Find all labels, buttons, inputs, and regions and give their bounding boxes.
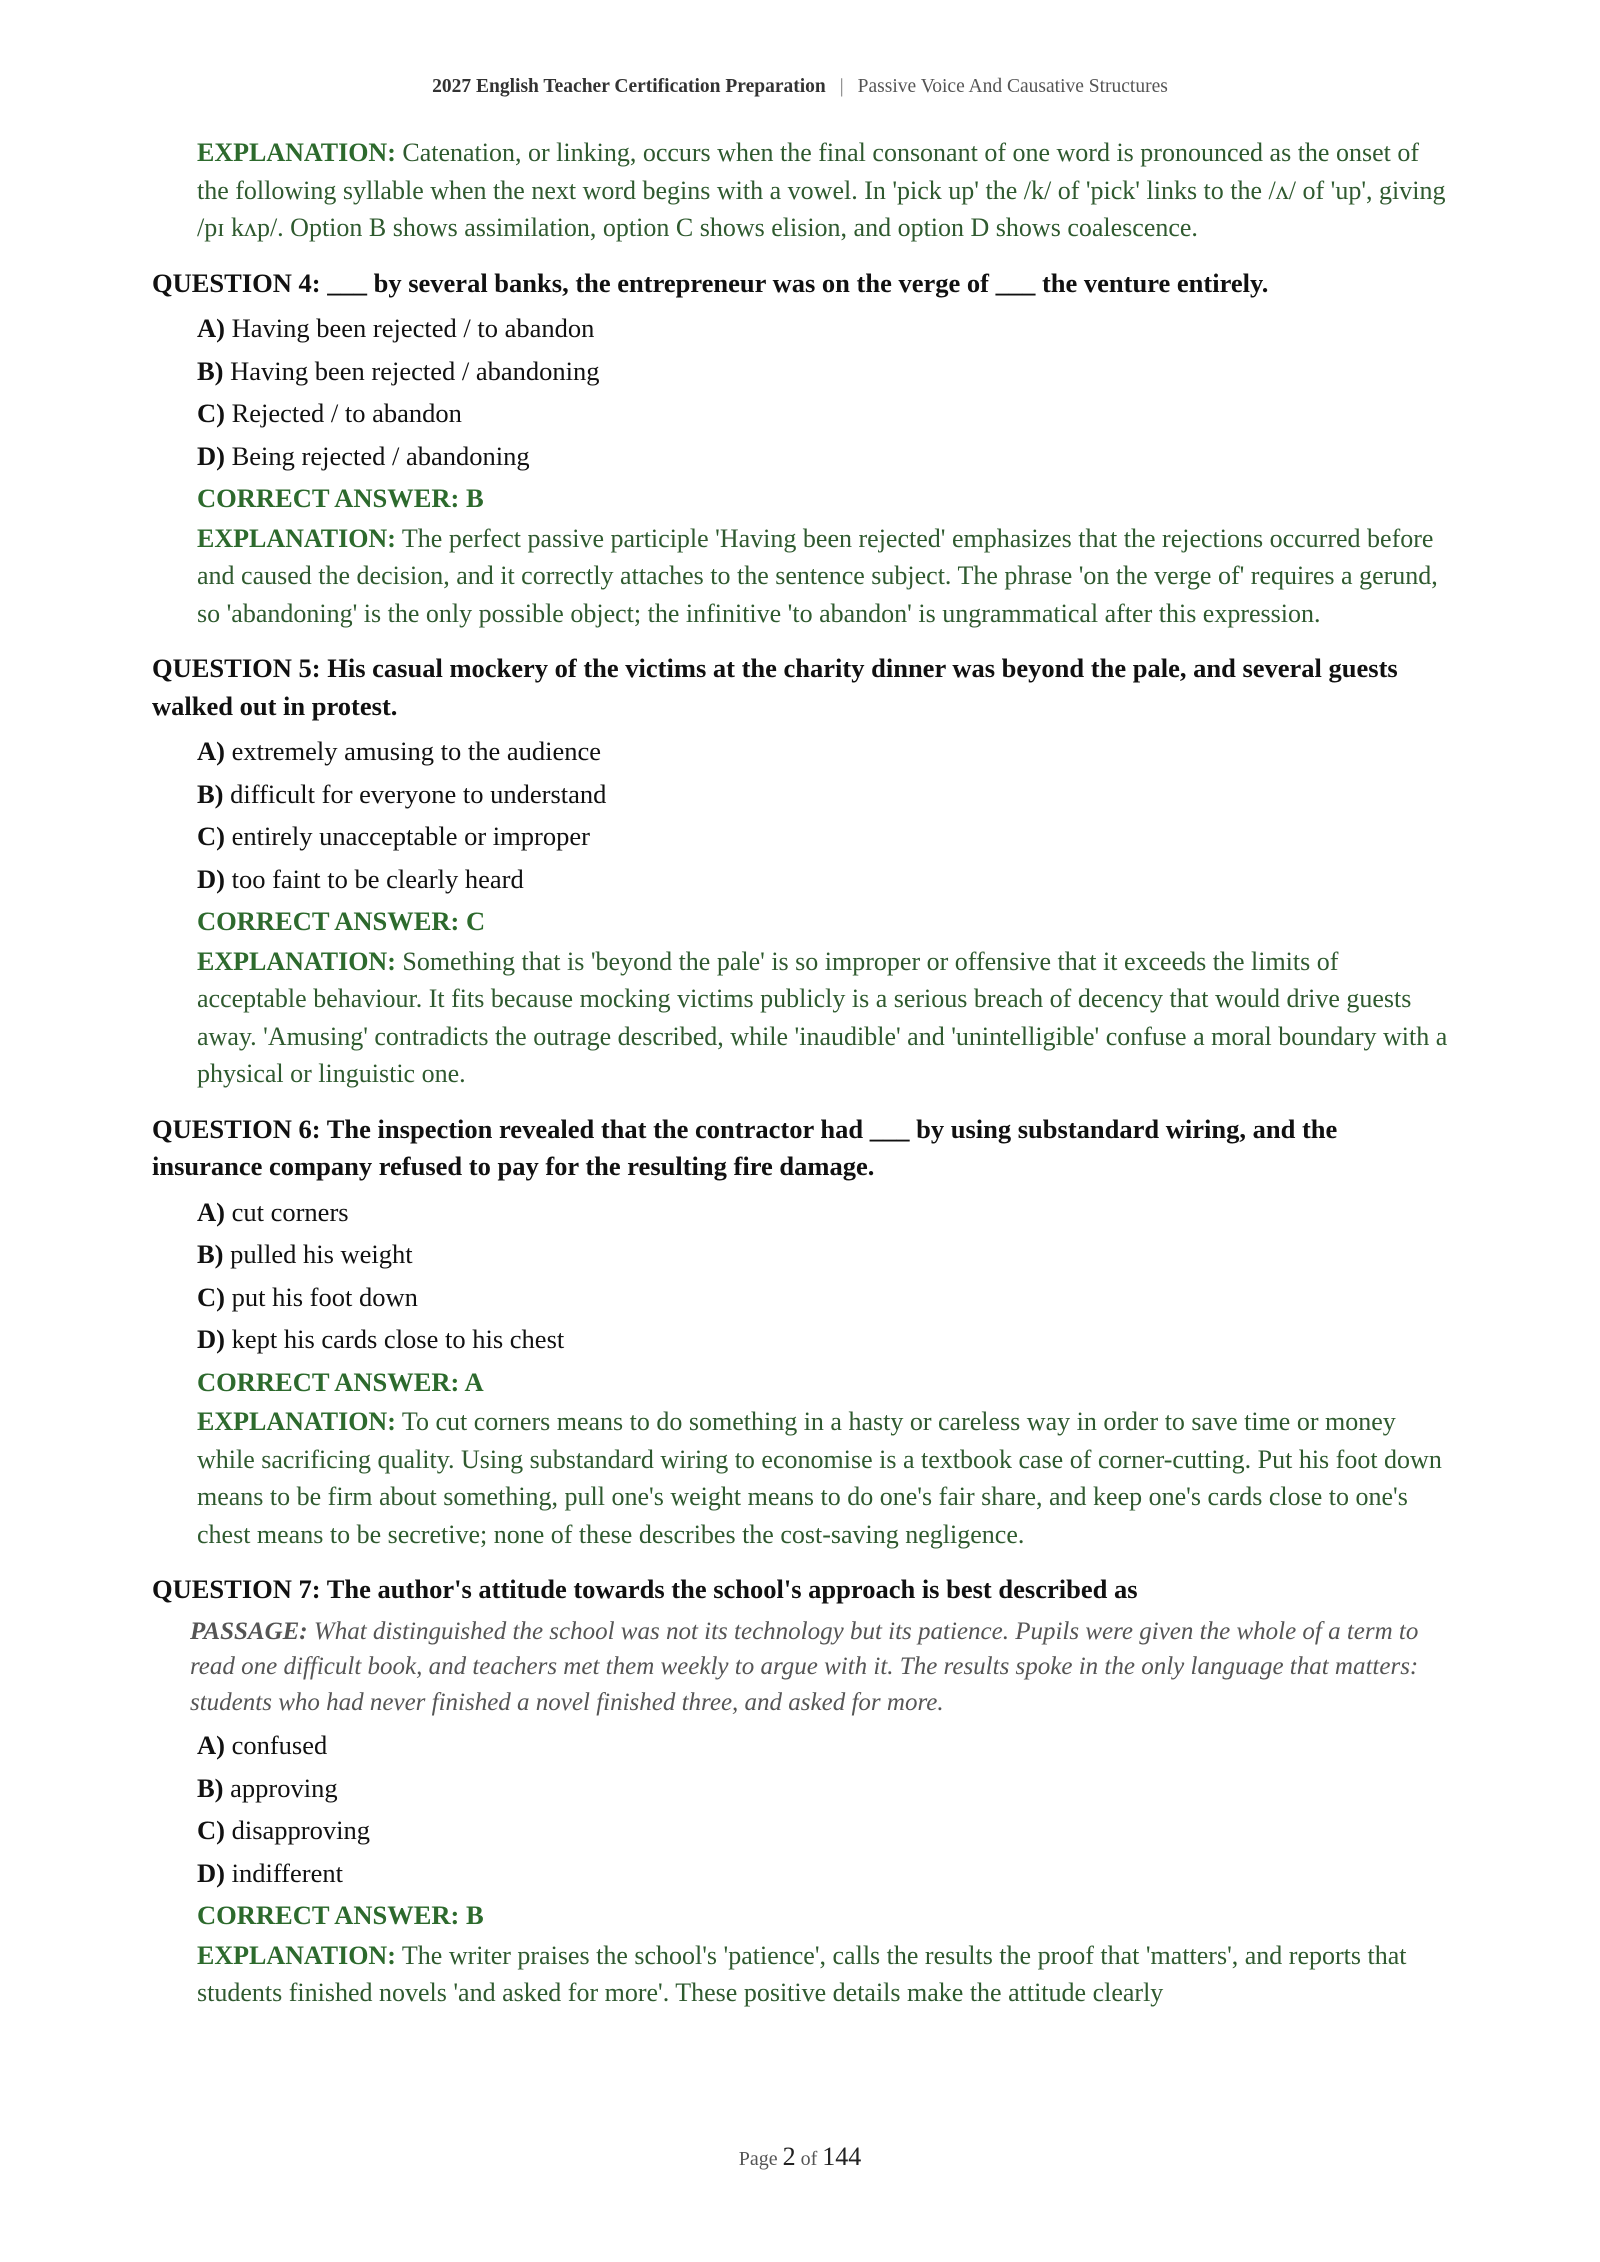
option-text: disapproving xyxy=(231,1815,370,1845)
of-word: of xyxy=(800,2148,818,2170)
q4-explanation xyxy=(197,520,1452,633)
q7-option-c xyxy=(197,1809,1452,1852)
option-letter: A) xyxy=(197,1196,225,1227)
option-letter: D) xyxy=(197,1324,225,1354)
option-letter: D) xyxy=(197,440,225,471)
q7-correct-answer: CORRECT ANSWER: B xyxy=(197,1900,484,1930)
explanation-label: EXPLANATION: xyxy=(197,946,396,976)
option-text: indifferent xyxy=(231,1857,343,1888)
q6-option-a xyxy=(197,1191,1452,1234)
question-7: QUESTION 7: The author's attitude towards the school's approach is best described as xyxy=(152,1574,1138,1604)
page-word: Page xyxy=(738,2148,778,2170)
option-text: Having been rejected / abandoning xyxy=(230,355,600,386)
q7-option-d xyxy=(197,1852,1452,1895)
explanation-label: EXPLANATION: xyxy=(197,138,396,167)
explanation-label: EXPLANATION: xyxy=(197,1407,396,1436)
option-letter: B) xyxy=(197,355,224,386)
q5-option-b xyxy=(197,773,1452,816)
q3-explanation xyxy=(197,134,1452,247)
total-pages: 144 xyxy=(822,2142,862,2171)
explanation-text: To cut corners means to do something in a hasty or careless way in order to save time or money while sacrificing quality. Using substandard wiring to economise is a textbook case of corner-cutting. Put his foot down means to be firm about something, pull one's weight means to do one's fair share, and keep one's cards close to one's chest means to be secretive; none of these describes the cost-saving negligence. xyxy=(197,1407,1442,1549)
q4-option-d xyxy=(197,435,1452,478)
question-5: QUESTION 5: His casual mockery of the victims at the charity dinner was beyond the pale, and several guests walked out in protest. xyxy=(152,653,1398,721)
page-content xyxy=(152,134,1452,2012)
option-letter: D) xyxy=(197,1857,225,1888)
q7-option-b xyxy=(197,1767,1452,1810)
explanation-text: The writer praises the school's 'patience', calls the results the proof that 'matters', and reports that students finished novels 'and asked for more'. These positive details make the attitude clearly xyxy=(197,1940,1407,2007)
option-letter: A) xyxy=(197,736,225,766)
header-separator: | xyxy=(839,76,844,97)
passage-text: What distinguished the school was not its technology but its patience. Pupils were given the whole of a term to read one difficult book, and teachers met them weekly to argue with it. The results spoke in the only language that matters: students who had never finished a novel finished three, and asked for more. xyxy=(190,1617,1419,1716)
explanation-label: EXPLANATION: xyxy=(197,523,396,553)
option-text: Rejected / to abandon xyxy=(231,398,462,428)
option-letter: B) xyxy=(197,778,224,809)
explanation-text: Something that is 'beyond the pale' is so improper or offensive that it exceeds the limits of acceptable behaviour. It fits because mocking victims publicly is a serious breach of decency that would drive guests away. 'Amusing' contradicts the outrage described, while 'inaudible' and 'unintelligible' confuse a moral boundary with a physical or linguistic one. xyxy=(197,946,1448,1088)
option-text: pulled his weight xyxy=(230,1239,413,1269)
option-letter: C) xyxy=(197,398,225,428)
option-letter: D) xyxy=(197,863,225,894)
q4-option-a xyxy=(197,307,1452,350)
option-text: cut corners xyxy=(231,1196,349,1227)
header-section: Passive Voice And Causative Structures xyxy=(857,76,1168,97)
q4-correct-answer: CORRECT ANSWER: B xyxy=(197,483,484,513)
q7-explanation xyxy=(197,1937,1452,2012)
q6-explanation xyxy=(197,1403,1452,1553)
running-header xyxy=(0,76,1600,98)
question-4: QUESTION 4: ___ by several banks, the entrepreneur was on the verge of ___ the venture entirely. xyxy=(152,267,1269,298)
q4-option-b xyxy=(197,350,1452,393)
option-letter: C) xyxy=(197,821,225,851)
option-text: confused xyxy=(231,1730,328,1760)
option-letter: B) xyxy=(197,1772,224,1803)
q6-option-d xyxy=(197,1318,1452,1361)
explanation-text: The perfect passive participle 'Having been rejected' emphasizes that the rejections occurred before and caused the decision, and it correctly attaches to the sentence subject. The phrase 'on the verge of' requires a gerund, so 'abandoning' is the only possible object; the infinitive 'to abandon' is ungrammatical after this expression. xyxy=(197,523,1438,628)
option-text: approving xyxy=(230,1772,338,1803)
page-footer xyxy=(0,2142,1600,2172)
q5-option-d xyxy=(197,858,1452,901)
option-letter: A) xyxy=(197,313,225,343)
header-title: 2027 English Teacher Certification Preparation xyxy=(432,76,826,97)
option-letter: C) xyxy=(197,1815,225,1845)
q5-correct-answer: CORRECT ANSWER: C xyxy=(197,906,486,936)
page-number: 2 xyxy=(782,2142,796,2171)
q4-option-c xyxy=(197,392,1452,435)
q6-correct-answer: CORRECT ANSWER: A xyxy=(197,1366,484,1397)
q7-passage xyxy=(190,1614,1452,1721)
option-text: Having been rejected / to abandon xyxy=(231,313,595,343)
question-6: QUESTION 6: The inspection revealed that the contractor had ___ by using substandard wiring, and the insurance company refused to pay for the resulting fire damage. xyxy=(152,1113,1338,1181)
passage-label: PASSAGE: xyxy=(190,1617,308,1645)
q6-option-b xyxy=(197,1233,1452,1276)
q5-option-a xyxy=(197,730,1452,773)
option-text: too faint to be clearly heard xyxy=(231,863,524,894)
q5-explanation xyxy=(197,943,1452,1093)
q5-option-c xyxy=(197,815,1452,858)
option-text: difficult for everyone to understand xyxy=(230,778,607,809)
option-text: entirely unacceptable or improper xyxy=(231,821,590,851)
option-letter: B) xyxy=(197,1239,224,1269)
explanation-text: Catenation, or linking, occurs when the final consonant of one word is pronounced as the onset of the following syllable when the next word begins with a vowel. In 'pick up' the /k/ of 'pick' links to the /ʌ/ of 'up', giving /pɪ kʌp/. Option B shows assimilation, option C shows elision, and option D shows coalescence. xyxy=(197,138,1446,242)
option-text: extremely amusing to the audience xyxy=(231,736,601,766)
option-letter: C) xyxy=(197,1281,225,1312)
option-text: put his foot down xyxy=(231,1281,418,1312)
explanation-label: EXPLANATION: xyxy=(197,1940,396,1970)
option-text: Being rejected / abandoning xyxy=(231,440,530,471)
q6-option-c xyxy=(197,1276,1452,1319)
option-letter: A) xyxy=(197,1730,225,1760)
option-text: kept his cards close to his chest xyxy=(231,1324,565,1354)
q7-option-a xyxy=(197,1724,1452,1767)
